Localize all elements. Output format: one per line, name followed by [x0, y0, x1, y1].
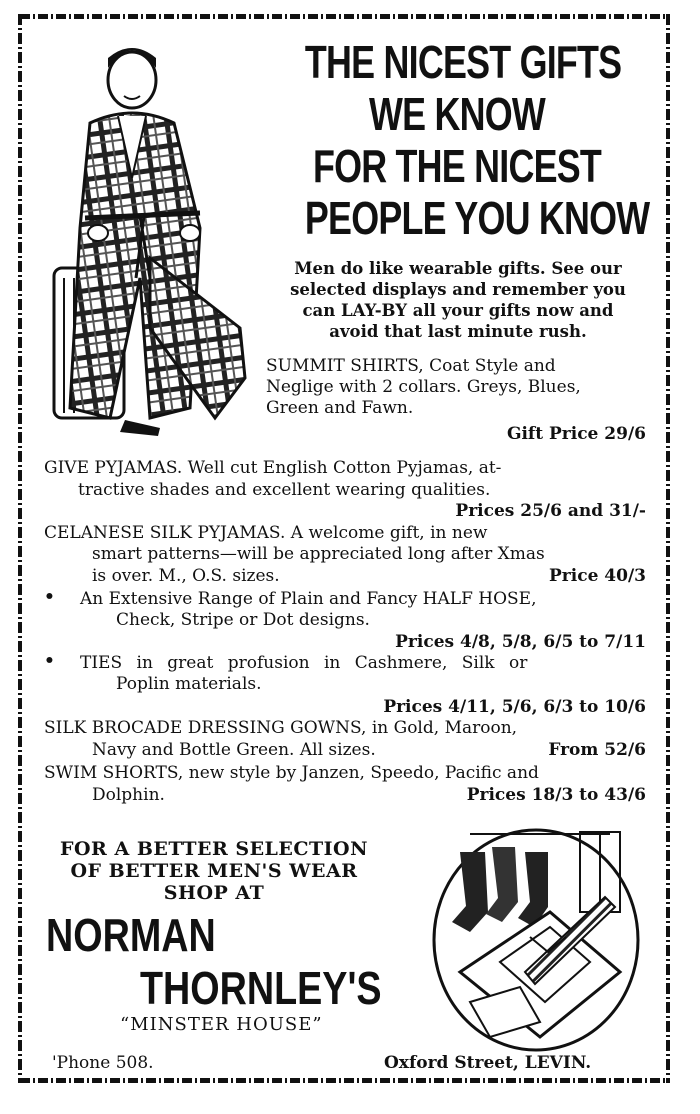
pyjamas-line: GIVE PYJAMAS. Well cut English Cotton Pyjamas, at- — [44, 458, 502, 478]
headline-line: WE KNOW — [369, 88, 545, 140]
swim-line: SWIM SHORTS, new style by Janzen, Speedo, Pacific and — [44, 763, 539, 783]
headline-line: PEOPLE YOU KNOW — [304, 192, 650, 244]
celanese-line: is over. M., O.S. sizes. — [92, 566, 280, 586]
summit-shirts-line: Green and Fawn. — [266, 398, 414, 418]
pyjamas-line: tractive shades and excellent wearing qualities. — [78, 480, 491, 500]
halfhose-price: Prices 4/8, 5/8, 6/5 to 7/11 — [395, 632, 646, 652]
cta-line: FOR A BETTER SELECTION — [60, 838, 368, 860]
socks-and-shirt-illustration — [430, 822, 642, 1052]
swim-price: Prices 18/3 to 43/6 — [466, 785, 646, 805]
brand-name-thornleys: THORNLEY'S — [140, 962, 382, 1014]
swim-line: Dolphin. — [92, 785, 165, 805]
summit-shirts-price: Gift Price 29/6 — [506, 424, 646, 444]
halfhose-line: An Extensive Range of Plain and Fancy HALF HOSE, — [80, 589, 537, 609]
halfhose-line: Check, Stripe or Dot designs. — [116, 610, 370, 630]
celanese-line: smart patterns—will be appreciated long after Xmas — [92, 544, 545, 564]
pyjamas-price: Prices 25/6 and 31/- — [455, 501, 646, 521]
brand-name-norman: NORMAN — [46, 909, 216, 961]
intro-line: avoid that last minute rush. — [329, 322, 587, 341]
phone-number: 'Phone 508. — [52, 1053, 154, 1073]
decorative-border-top — [20, 14, 670, 19]
cta-line: SHOP AT — [163, 882, 265, 904]
cta-line: OF BETTER MEN'S WEAR — [70, 860, 358, 882]
celanese-line: CELANESE SILK PYJAMAS. A welcome gift, in new — [44, 523, 488, 543]
summit-shirts-line: SUMMIT SHIRTS, Coat Style and — [266, 356, 556, 376]
gowns-line: SILK BROCADE DRESSING GOWNS, in Gold, Maroon, — [44, 718, 518, 738]
address: Oxford Street, LEVIN. — [384, 1053, 592, 1073]
ties-line: TIES in great profusion in Cashmere, Silk or — [80, 653, 528, 673]
decorative-border-right — [666, 14, 670, 1083]
intro-line: Men do like wearable gifts. See our — [294, 259, 622, 278]
decorative-border-bottom — [20, 1078, 670, 1083]
headline-line: FOR THE NICEST — [312, 140, 602, 192]
headline-line: THE NICEST GIFTS — [304, 36, 622, 88]
decorative-border-left — [18, 14, 22, 1083]
summit-shirts-line: Neglige with 2 collars. Greys, Blues, — [266, 377, 581, 397]
celanese-price: Price 40/3 — [549, 566, 646, 586]
intro-line: selected displays and remember you — [290, 280, 626, 299]
bullet-icon: • — [44, 651, 55, 671]
footer-cta — [44, 838, 384, 904]
gowns-price: From 52/6 — [548, 740, 646, 760]
intro-line: can LAY-BY all your gifts now and — [302, 301, 614, 320]
intro-text — [262, 258, 654, 342]
man-in-dressing-gown-illustration — [40, 28, 255, 438]
ties-price: Prices 4/11, 5/6, 6/3 to 10/6 — [383, 697, 646, 717]
gowns-line: Navy and Bottle Green. All sizes. — [92, 740, 376, 760]
house-name: “MINSTER HOUSE” — [120, 1014, 323, 1035]
headline — [304, 36, 650, 244]
bullet-icon: • — [44, 587, 55, 607]
ties-line: Poplin materials. — [116, 674, 262, 694]
